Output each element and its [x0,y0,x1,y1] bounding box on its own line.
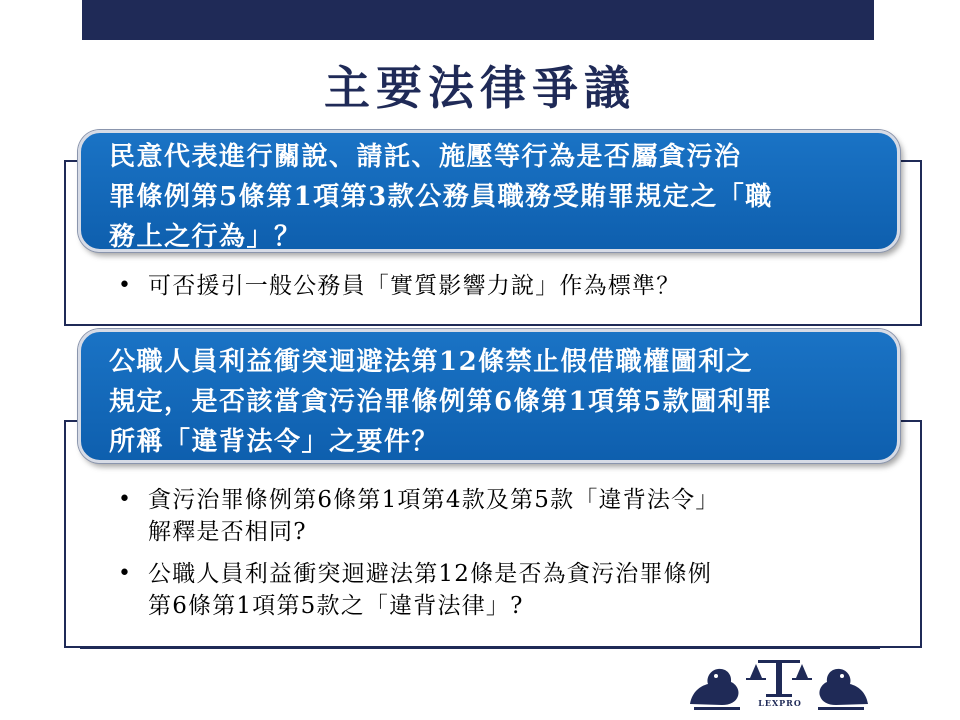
section-2-question-line: 規定，是否該當貪污治罪條例第6條第1項第5款圖利罪 [109,387,773,417]
bottom-divider [80,647,880,649]
bullet-dot-icon: • [118,273,133,298]
bullet-item [118,484,878,548]
bullet-text-line: 貪污治罪條例第6條第1項第4款及第5款「違背法令」 [148,487,720,513]
section-2-question-line: 公職人員利益衝突迴避法第12條禁止假借職權圖利之 [109,347,754,377]
section-2-question-callout [78,329,900,463]
bullet-item [118,270,898,302]
section-1-question-line: 民意代表進行關說、請託、施壓等行為是否屬貪污治 [109,142,742,172]
bullet-text-line: 第6條第1項第5款之「違背法律」? [148,593,524,619]
slide-title: 主要法律爭議 [324,61,636,115]
logo-wordmark: LEXPRO [758,698,802,708]
section-1-question-line: 務上之行為」？ [109,222,302,252]
top-banner-bar [82,0,874,40]
bullet-dot-icon: • [118,561,133,586]
section-1-bullet-list [118,270,898,312]
section-1-question-callout [78,130,900,252]
bullet-item [118,558,878,622]
bullet-dot-icon: • [118,487,133,512]
section-1-question-line: 罪條例第5條第1項第3款公務員職務受賄罪規定之「職 [109,182,773,212]
bullet-text-line: 解釋是否相同? [148,519,307,545]
bullet-text-line: 公職人員利益衝突迴避法第12條是否為貪污治罪條例 [148,561,713,587]
section-2-bullet-list [118,484,878,632]
bullet-text: 可否援引一般公務員「實質影響力說」作為標準？ [148,273,681,299]
section-2-question-line: 所稱「違背法令」之要件？ [109,427,440,457]
